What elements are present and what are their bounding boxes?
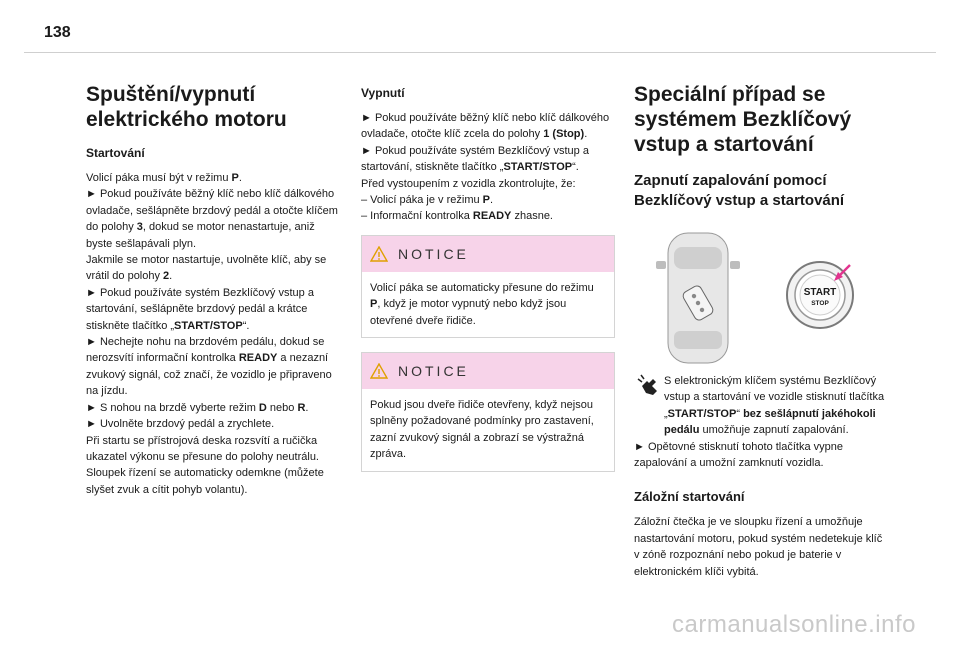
notice-box-1 xyxy=(361,235,615,338)
paragraph-key-start: ► Pokud používáte běžný klíč nebo klíč dálkového ovladače, sešlápněte brzdový pedál a otočte klíčem do polohy 3, dokud se motor nenastartuje, aniž byste sešlapávali plyn. xyxy=(86,188,338,250)
paragraph-backup-reader: Záložní čtečka je ve sloupku řízení a umožňuje nastartování motoru, pokud systém nedetekuje klíč v zóně rozpoznání nebo pokud je baterie v elektronickém klíči vybitá. xyxy=(634,516,883,578)
warning-icon xyxy=(370,246,388,262)
start-label: START xyxy=(803,287,837,298)
paragraph-check-ready: – Informační kontrolka READY zhasne. xyxy=(361,210,553,223)
keyless-illustration xyxy=(634,231,890,365)
warning-icon xyxy=(370,363,388,379)
paragraph-ready: ► Nechejte nohu na brzdovém pedálu, dokud se nerozsvítí informační kontrolka READY a nezazní zvukový signál, což značí, že vozidlo je připraveno na jízdu. xyxy=(86,336,332,398)
stop-label: STOP xyxy=(811,300,829,307)
column-1 xyxy=(86,82,342,498)
section-title-keyless: Speciální případ se systémem Bezklíčový vstup a startování xyxy=(634,83,852,156)
watermark: carmanualsonline.info xyxy=(672,611,916,638)
hand-press-icon xyxy=(634,373,664,399)
subtitle-ignition: Zapnutí zapalování pomocí Bezklíčový vstup a startování xyxy=(634,172,845,209)
notice-title-2: NOTICE xyxy=(398,363,469,380)
notice-body-1: Volicí páka se automaticky přesune do režimu P, když je motor vypnutý nebo když jsou otevřené dveře řidiče. xyxy=(370,281,594,327)
car-top-view-illustration xyxy=(654,231,742,365)
column-3 xyxy=(634,82,890,580)
paragraph-before-exit: Před vystoupením z vozidla zkontrolujte, že: xyxy=(361,177,576,190)
paragraph-selector: Volicí páka musí být v režimu P. xyxy=(86,172,242,184)
keyless-paragraph-row xyxy=(634,373,890,439)
paragraph-accelerate: ► Uvolněte brzdový pedál a zrychlete. xyxy=(86,418,275,431)
paragraph-press-again: ► Opětovné stisknutí tohoto tlačítka vypne zapalování a umožní zamknutí vozidla. xyxy=(634,440,843,470)
paragraph-key-stop: ► Pokud používáte běžný klíč nebo klíč dálkového ovladače, otočte klíč zcela do polohy 1 (Stop). xyxy=(361,112,610,141)
heading-vypnuti: Vypnutí xyxy=(361,86,405,100)
paragraph-check-p: – Volicí páka je v režimu P. xyxy=(361,194,494,207)
paragraph-keyless-ignition: S elektronickým klíčem systému Bezklíčový vstup a startování ve vozidle stisknutí tlačítka „START/STOP“ bez sešlápnutí jakéhokoli pedálu umožňuje zapnutí zapalování. xyxy=(664,375,885,437)
paragraph-keyless-stop: ► Pokud používáte systém Bezklíčový vstup a startování, stiskněte tlačítko „START/STOP“. xyxy=(361,144,589,174)
notice-box-2 xyxy=(361,352,615,472)
paragraph-dashboard: Při startu se přístrojová deska rozsvítí a ručička ukazatel výkonu se přesune do polohy neutrálu. Sloupek řízení se automaticky odemkne (můžete slyšet zvuk a cítit pohyb volantu). xyxy=(86,434,324,496)
paragraph-keyless-start: ► Pokud používáte systém Bezklíčový vstup a startování, sešlápněte brzdový pedál a krátce stiskněte tlačítko „START/STOP“. xyxy=(86,286,314,332)
column-2 xyxy=(361,86,615,478)
top-rule xyxy=(24,52,936,53)
heading-startovani: Startování xyxy=(86,146,145,160)
notice-title-1: NOTICE xyxy=(398,245,469,262)
paragraph-release-key: Jakmile se motor nastartuje, uvolněte klíč, aby se vrátil do polohy 2. xyxy=(86,254,327,283)
notice-header-1 xyxy=(362,236,614,272)
section-title-start-stop: Spuštění/vypnutí elektrického motoru xyxy=(86,83,287,131)
paragraph-select-mode: ► S nohou na brzdě vyberte režim D nebo R. xyxy=(86,401,309,414)
notice-body-2: Pokud jsou dveře řidiče otevřeny, když nejsou splněny požadované podmínky pro zastavení, zazní zvukový signál a zobrazí se výstražná zpráva. xyxy=(370,399,594,461)
notice-header-2 xyxy=(362,353,614,389)
page-number: 138 xyxy=(44,24,71,41)
heading-backup-start: Záložní startování xyxy=(634,489,745,505)
